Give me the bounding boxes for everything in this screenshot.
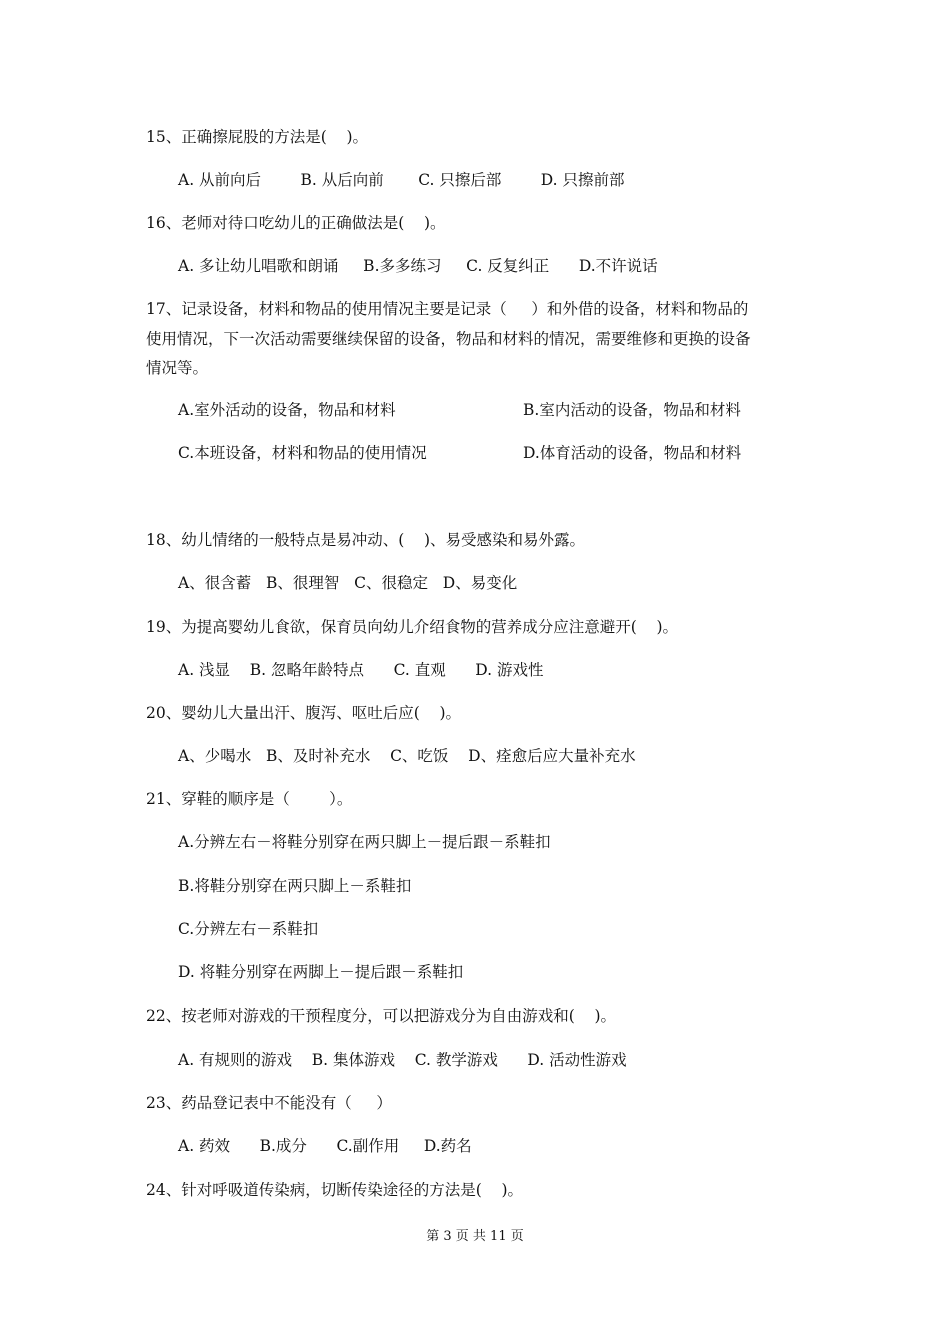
question-17-option-c: C.本班设备，材料和物品的使用情况 <box>178 444 427 462</box>
question-23-stem: 23、药品登记表中不能没有（ ） <box>146 1094 392 1112</box>
question-16-options: A. 多让幼儿唱歌和朗诵 B.多多练习 C. 反复纠正 D.不许说话 <box>178 257 658 275</box>
question-16-stem: 16、老师对待口吃幼儿的正确做法是( )。 <box>146 214 446 232</box>
question-18-options: A、很含蓄 B、很理智 C、很稳定 D、易变化 <box>178 574 518 592</box>
question-21-stem: 21、穿鞋的顺序是（ ）。 <box>146 790 353 808</box>
question-23-options: A. 药效 B.成分 C.副作用 D.药名 <box>178 1137 472 1155</box>
question-24-stem: 24、针对呼吸道传染病，切断传染途径的方法是( )。 <box>146 1181 524 1199</box>
question-17-stem-line-3: 情况等。 <box>146 359 209 377</box>
question-21-option-c: C.分辨左右－系鞋扣 <box>178 920 319 938</box>
question-17-option-b: B.室内活动的设备，物品和材料 <box>523 401 741 419</box>
question-20-options: A、少喝水 B、及时补充水 C、吃饭 D、痊愈后应大量补充水 <box>178 747 636 765</box>
question-17-stem-line-2: 使用情况，下一次活动需要继续保留的设备，物品和材料的情况，需要维修和更换的设备 <box>146 330 751 348</box>
question-17-option-d: D.体育活动的设备，物品和材料 <box>523 444 742 462</box>
question-17-stem-line-1: 17、记录设备，材料和物品的使用情况主要是记录（ ）和外借的设备，材料和物品的 <box>146 300 749 318</box>
question-21-option-b: B.将鞋分别穿在两只脚上－系鞋扣 <box>178 877 412 895</box>
page-number-footer: 第 3 页 共 11 页 <box>426 1229 524 1244</box>
question-21-option-a: A.分辨左右－将鞋分别穿在两只脚上－提后跟－系鞋扣 <box>178 833 551 851</box>
question-22-options: A. 有规则的游戏 B. 集体游戏 C. 教学游戏 D. 活动性游戏 <box>178 1051 627 1069</box>
question-15-stem: 15、正确擦屁股的方法是( )。 <box>146 128 369 146</box>
question-20-stem: 20、婴幼儿大量出汗、腹泻、呕吐后应( )。 <box>146 704 462 722</box>
question-19-options: A. 浅显 B. 忽略年龄特点 C. 直观 D. 游戏性 <box>178 661 544 679</box>
question-19-stem: 19、为提高婴幼儿食欲，保育员向幼儿介绍食物的营养成分应注意避开( )。 <box>146 618 679 636</box>
question-22-stem: 22、按老师对游戏的干预程度分，可以把游戏分为自由游戏和( )。 <box>146 1007 617 1025</box>
question-18-stem: 18、幼儿情绪的一般特点是易冲动、( )、易受感染和易外露。 <box>146 531 586 549</box>
question-15-options: A. 从前向后 B. 从后向前 C. 只擦后部 D. 只擦前部 <box>178 171 625 189</box>
question-17-option-a: A.室外活动的设备，物品和材料 <box>178 401 396 419</box>
question-21-option-d: D. 将鞋分别穿在两脚上－提后跟－系鞋扣 <box>178 963 464 981</box>
